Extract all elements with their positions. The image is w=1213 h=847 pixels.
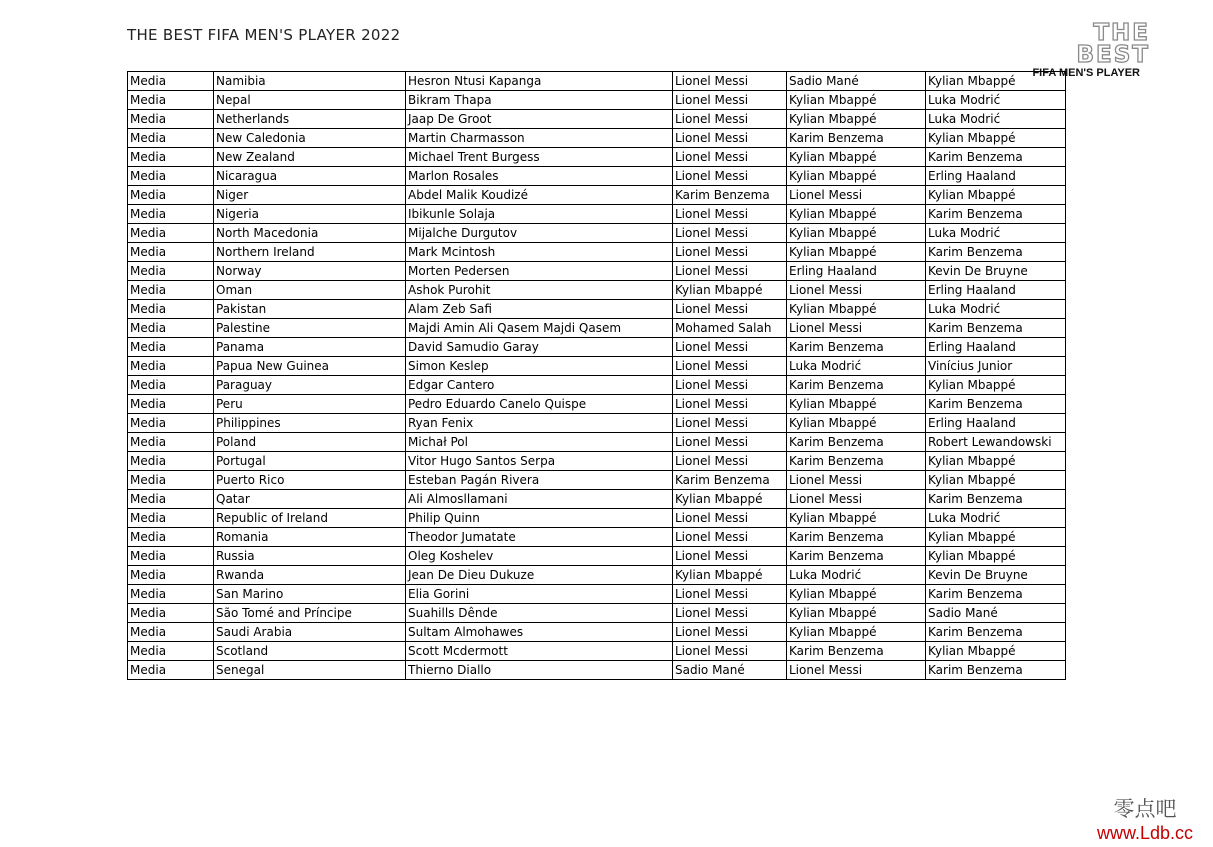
- country-cell: Republic of Ireland: [214, 509, 406, 528]
- votes-table-body: [128, 72, 1066, 680]
- category-cell: Media: [128, 224, 214, 243]
- voter-cell: Michael Trent Burgess: [406, 148, 673, 167]
- table-row: [128, 205, 1066, 224]
- country-cell: Netherlands: [214, 110, 406, 129]
- category-cell: Media: [128, 281, 214, 300]
- first-place-cell: Lionel Messi: [673, 300, 787, 319]
- voter-cell: Esteban Pagán Rivera: [406, 471, 673, 490]
- third-place-cell: Sadio Mané: [926, 604, 1066, 623]
- first-place-cell: Lionel Messi: [673, 642, 787, 661]
- third-place-cell: Kylian Mbappé: [926, 452, 1066, 471]
- table-row: [128, 91, 1066, 110]
- voter-cell: Bikram Thapa: [406, 91, 673, 110]
- second-place-cell: Lionel Messi: [787, 319, 926, 338]
- second-place-cell: Kylian Mbappé: [787, 148, 926, 167]
- table-row: [128, 414, 1066, 433]
- category-cell: Media: [128, 243, 214, 262]
- first-place-cell: Lionel Messi: [673, 129, 787, 148]
- second-place-cell: Lionel Messi: [787, 490, 926, 509]
- third-place-cell: Luka Modrić: [926, 224, 1066, 243]
- table-row: [128, 357, 1066, 376]
- voter-cell: Edgar Cantero: [406, 376, 673, 395]
- voter-cell: Suahills Dênde: [406, 604, 673, 623]
- country-cell: Senegal: [214, 661, 406, 680]
- country-cell: Qatar: [214, 490, 406, 509]
- voter-cell: Ryan Fenix: [406, 414, 673, 433]
- voter-cell: Philip Quinn: [406, 509, 673, 528]
- country-cell: Norway: [214, 262, 406, 281]
- third-place-cell: Erling Haaland: [926, 167, 1066, 186]
- country-cell: Nepal: [214, 91, 406, 110]
- first-place-cell: Lionel Messi: [673, 167, 787, 186]
- voter-cell: Abdel Malik Koudizé: [406, 186, 673, 205]
- second-place-cell: Sadio Mané: [787, 72, 926, 91]
- third-place-cell: Karim Benzema: [926, 205, 1066, 224]
- first-place-cell: Karim Benzema: [673, 471, 787, 490]
- second-place-cell: Erling Haaland: [787, 262, 926, 281]
- first-place-cell: Lionel Messi: [673, 205, 787, 224]
- second-place-cell: Lionel Messi: [787, 661, 926, 680]
- country-cell: Russia: [214, 547, 406, 566]
- category-cell: Media: [128, 338, 214, 357]
- third-place-cell: Kylian Mbappé: [926, 528, 1066, 547]
- third-place-cell: Luka Modrić: [926, 91, 1066, 110]
- second-place-cell: Karim Benzema: [787, 129, 926, 148]
- country-cell: Oman: [214, 281, 406, 300]
- country-cell: Paraguay: [214, 376, 406, 395]
- third-place-cell: Karim Benzema: [926, 243, 1066, 262]
- country-cell: New Zealand: [214, 148, 406, 167]
- third-place-cell: Karim Benzema: [926, 623, 1066, 642]
- logo-fifa: FIFA: [1032, 67, 1056, 79]
- table-row: [128, 566, 1066, 585]
- second-place-cell: Lionel Messi: [787, 186, 926, 205]
- voter-cell: Ali Almosllamani: [406, 490, 673, 509]
- first-place-cell: Lionel Messi: [673, 91, 787, 110]
- second-place-cell: Luka Modrić: [787, 357, 926, 376]
- category-cell: Media: [128, 205, 214, 224]
- second-place-cell: Kylian Mbappé: [787, 243, 926, 262]
- page-title: THE BEST FIFA MEN'S PLAYER 2022: [127, 26, 401, 44]
- voter-cell: Michał Pol: [406, 433, 673, 452]
- category-cell: Media: [128, 452, 214, 471]
- third-place-cell: Kevin De Bruyne: [926, 262, 1066, 281]
- category-cell: Media: [128, 376, 214, 395]
- second-place-cell: Karim Benzema: [787, 642, 926, 661]
- category-cell: Media: [128, 110, 214, 129]
- country-cell: Peru: [214, 395, 406, 414]
- country-cell: Palestine: [214, 319, 406, 338]
- second-place-cell: Kylian Mbappé: [787, 414, 926, 433]
- country-cell: Nigeria: [214, 205, 406, 224]
- third-place-cell: Kylian Mbappé: [926, 72, 1066, 91]
- voter-cell: Martin Charmasson: [406, 129, 673, 148]
- first-place-cell: Lionel Messi: [673, 338, 787, 357]
- second-place-cell: Kylian Mbappé: [787, 623, 926, 642]
- second-place-cell: Kylian Mbappé: [787, 604, 926, 623]
- country-cell: Nicaragua: [214, 167, 406, 186]
- second-place-cell: Kylian Mbappé: [787, 110, 926, 129]
- first-place-cell: Lionel Messi: [673, 224, 787, 243]
- country-cell: Niger: [214, 186, 406, 205]
- first-place-cell: Lionel Messi: [673, 509, 787, 528]
- table-row: [128, 433, 1066, 452]
- category-cell: Media: [128, 357, 214, 376]
- first-place-cell: Lionel Messi: [673, 585, 787, 604]
- category-cell: Media: [128, 471, 214, 490]
- watermark-chinese: 零点吧: [1113, 797, 1177, 821]
- table-row: [128, 129, 1066, 148]
- first-place-cell: Lionel Messi: [673, 414, 787, 433]
- second-place-cell: Kylian Mbappé: [787, 224, 926, 243]
- voter-cell: Elia Gorini: [406, 585, 673, 604]
- first-place-cell: Lionel Messi: [673, 243, 787, 262]
- second-place-cell: Karim Benzema: [787, 433, 926, 452]
- logo-mens-player: MEN'S PLAYER: [1058, 67, 1140, 79]
- table-row: [128, 547, 1066, 566]
- third-place-cell: Kylian Mbappé: [926, 547, 1066, 566]
- third-place-cell: Karim Benzema: [926, 661, 1066, 680]
- first-place-cell: Lionel Messi: [673, 72, 787, 91]
- table-row: [128, 395, 1066, 414]
- third-place-cell: Karim Benzema: [926, 319, 1066, 338]
- table-row: [128, 376, 1066, 395]
- table-row: [128, 186, 1066, 205]
- voter-cell: Morten Pedersen: [406, 262, 673, 281]
- voter-cell: Thierno Diallo: [406, 661, 673, 680]
- country-cell: San Marino: [214, 585, 406, 604]
- category-cell: Media: [128, 395, 214, 414]
- table-row: [128, 300, 1066, 319]
- second-place-cell: Lionel Messi: [787, 471, 926, 490]
- table-row: [128, 148, 1066, 167]
- second-place-cell: Kylian Mbappé: [787, 509, 926, 528]
- third-place-cell: Karim Benzema: [926, 585, 1066, 604]
- second-place-cell: Karim Benzema: [787, 547, 926, 566]
- country-cell: New Caledonia: [214, 129, 406, 148]
- third-place-cell: Karim Benzema: [926, 148, 1066, 167]
- table-row: [128, 623, 1066, 642]
- third-place-cell: Vinícius Junior: [926, 357, 1066, 376]
- first-place-cell: Lionel Messi: [673, 623, 787, 642]
- third-place-cell: Erling Haaland: [926, 414, 1066, 433]
- category-cell: Media: [128, 319, 214, 338]
- category-cell: Media: [128, 72, 214, 91]
- first-place-cell: Kylian Mbappé: [673, 490, 787, 509]
- category-cell: Media: [128, 566, 214, 585]
- third-place-cell: Luka Modrić: [926, 300, 1066, 319]
- second-place-cell: Kylian Mbappé: [787, 167, 926, 186]
- country-cell: Northern Ireland: [214, 243, 406, 262]
- country-cell: Philippines: [214, 414, 406, 433]
- voter-cell: Hesron Ntusi Kapanga: [406, 72, 673, 91]
- first-place-cell: Lionel Messi: [673, 395, 787, 414]
- logo-wordmark: THE BEST: [1076, 20, 1150, 68]
- category-cell: Media: [128, 642, 214, 661]
- first-place-cell: Lionel Messi: [673, 148, 787, 167]
- second-place-cell: Karim Benzema: [787, 452, 926, 471]
- country-cell: Panama: [214, 338, 406, 357]
- first-place-cell: Lionel Messi: [673, 452, 787, 471]
- voter-cell: Marlon Rosales: [406, 167, 673, 186]
- category-cell: Media: [128, 148, 214, 167]
- second-place-cell: Kylian Mbappé: [787, 300, 926, 319]
- category-cell: Media: [128, 661, 214, 680]
- category-cell: Media: [128, 585, 214, 604]
- table-row: [128, 72, 1066, 91]
- table-row: [128, 224, 1066, 243]
- table-row: [128, 319, 1066, 338]
- voter-cell: Mijalche Durgutov: [406, 224, 673, 243]
- third-place-cell: Kylian Mbappé: [926, 471, 1066, 490]
- first-place-cell: Lionel Messi: [673, 376, 787, 395]
- third-place-cell: Kylian Mbappé: [926, 186, 1066, 205]
- third-place-cell: Kevin De Bruyne: [926, 566, 1066, 585]
- table-row: [128, 338, 1066, 357]
- watermark: [1090, 796, 1200, 844]
- category-cell: Media: [128, 604, 214, 623]
- country-cell: Poland: [214, 433, 406, 452]
- voter-cell: Sultam Almohawes: [406, 623, 673, 642]
- first-place-cell: Sadio Mané: [673, 661, 787, 680]
- voter-cell: Ibikunle Solaja: [406, 205, 673, 224]
- third-place-cell: Kylian Mbappé: [926, 642, 1066, 661]
- second-place-cell: Kylian Mbappé: [787, 585, 926, 604]
- table-row: [128, 281, 1066, 300]
- country-cell: North Macedonia: [214, 224, 406, 243]
- third-place-cell: Karim Benzema: [926, 490, 1066, 509]
- category-cell: Media: [128, 129, 214, 148]
- country-cell: Romania: [214, 528, 406, 547]
- country-cell: Scotland: [214, 642, 406, 661]
- voter-cell: Alam Zeb Safi: [406, 300, 673, 319]
- first-place-cell: Lionel Messi: [673, 433, 787, 452]
- first-place-cell: Lionel Messi: [673, 528, 787, 547]
- voter-cell: Vitor Hugo Santos Serpa: [406, 452, 673, 471]
- category-cell: Media: [128, 262, 214, 281]
- category-cell: Media: [128, 528, 214, 547]
- first-place-cell: Karim Benzema: [673, 186, 787, 205]
- second-place-cell: Kylian Mbappé: [787, 205, 926, 224]
- voter-cell: Jaap De Groot: [406, 110, 673, 129]
- first-place-cell: Lionel Messi: [673, 357, 787, 376]
- voter-cell: Ashok Purohit: [406, 281, 673, 300]
- country-cell: Portugal: [214, 452, 406, 471]
- country-cell: Papua New Guinea: [214, 357, 406, 376]
- second-place-cell: Kylian Mbappé: [787, 395, 926, 414]
- third-place-cell: Luka Modrić: [926, 110, 1066, 129]
- category-cell: Media: [128, 509, 214, 528]
- table-row: [128, 110, 1066, 129]
- third-place-cell: Erling Haaland: [926, 281, 1066, 300]
- votes-table: [127, 71, 1066, 680]
- voter-cell: David Samudio Garay: [406, 338, 673, 357]
- first-place-cell: Kylian Mbappé: [673, 281, 787, 300]
- country-cell: Namibia: [214, 72, 406, 91]
- table-row: [128, 528, 1066, 547]
- the-best-logo: [1010, 20, 1150, 79]
- table-row: [128, 585, 1066, 604]
- third-place-cell: Robert Lewandowski: [926, 433, 1066, 452]
- voter-cell: Theodor Jumatate: [406, 528, 673, 547]
- voter-cell: Pedro Eduardo Canelo Quispe: [406, 395, 673, 414]
- category-cell: Media: [128, 186, 214, 205]
- category-cell: Media: [128, 167, 214, 186]
- category-cell: Media: [128, 623, 214, 642]
- first-place-cell: Lionel Messi: [673, 262, 787, 281]
- country-cell: São Tomé and Príncipe: [214, 604, 406, 623]
- category-cell: Media: [128, 414, 214, 433]
- watermark-url: www.Ldb.cc: [1096, 823, 1194, 843]
- category-cell: Media: [128, 547, 214, 566]
- third-place-cell: Kylian Mbappé: [926, 376, 1066, 395]
- first-place-cell: Mohamed Salah: [673, 319, 787, 338]
- table-row: [128, 167, 1066, 186]
- table-row: [128, 604, 1066, 623]
- country-cell: Pakistan: [214, 300, 406, 319]
- country-cell: Saudi Arabia: [214, 623, 406, 642]
- table-row: [128, 509, 1066, 528]
- category-cell: Media: [128, 433, 214, 452]
- third-place-cell: Karim Benzema: [926, 395, 1066, 414]
- table-row: [128, 490, 1066, 509]
- second-place-cell: Kylian Mbappé: [787, 91, 926, 110]
- category-cell: Media: [128, 490, 214, 509]
- first-place-cell: Kylian Mbappé: [673, 566, 787, 585]
- country-cell: Rwanda: [214, 566, 406, 585]
- table-row: [128, 661, 1066, 680]
- second-place-cell: Karim Benzema: [787, 528, 926, 547]
- voter-cell: Mark Mcintosh: [406, 243, 673, 262]
- voter-cell: Simon Keslep: [406, 357, 673, 376]
- voter-cell: Jean De Dieu Dukuze: [406, 566, 673, 585]
- third-place-cell: Erling Haaland: [926, 338, 1066, 357]
- country-cell: Puerto Rico: [214, 471, 406, 490]
- voter-cell: Scott Mcdermott: [406, 642, 673, 661]
- second-place-cell: Karim Benzema: [787, 376, 926, 395]
- first-place-cell: Lionel Messi: [673, 604, 787, 623]
- category-cell: Media: [128, 300, 214, 319]
- third-place-cell: Luka Modrić: [926, 509, 1066, 528]
- first-place-cell: Lionel Messi: [673, 110, 787, 129]
- table-row: [128, 262, 1066, 281]
- voter-cell: Majdi Amin Ali Qasem Majdi Qasem: [406, 319, 673, 338]
- category-cell: Media: [128, 91, 214, 110]
- third-place-cell: Kylian Mbappé: [926, 129, 1066, 148]
- second-place-cell: Luka Modrić: [787, 566, 926, 585]
- table-row: [128, 471, 1066, 490]
- table-row: [128, 452, 1066, 471]
- table-row: [128, 243, 1066, 262]
- first-place-cell: Lionel Messi: [673, 547, 787, 566]
- second-place-cell: Lionel Messi: [787, 281, 926, 300]
- voter-cell: Oleg Koshelev: [406, 547, 673, 566]
- second-place-cell: Karim Benzema: [787, 338, 926, 357]
- table-row: [128, 642, 1066, 661]
